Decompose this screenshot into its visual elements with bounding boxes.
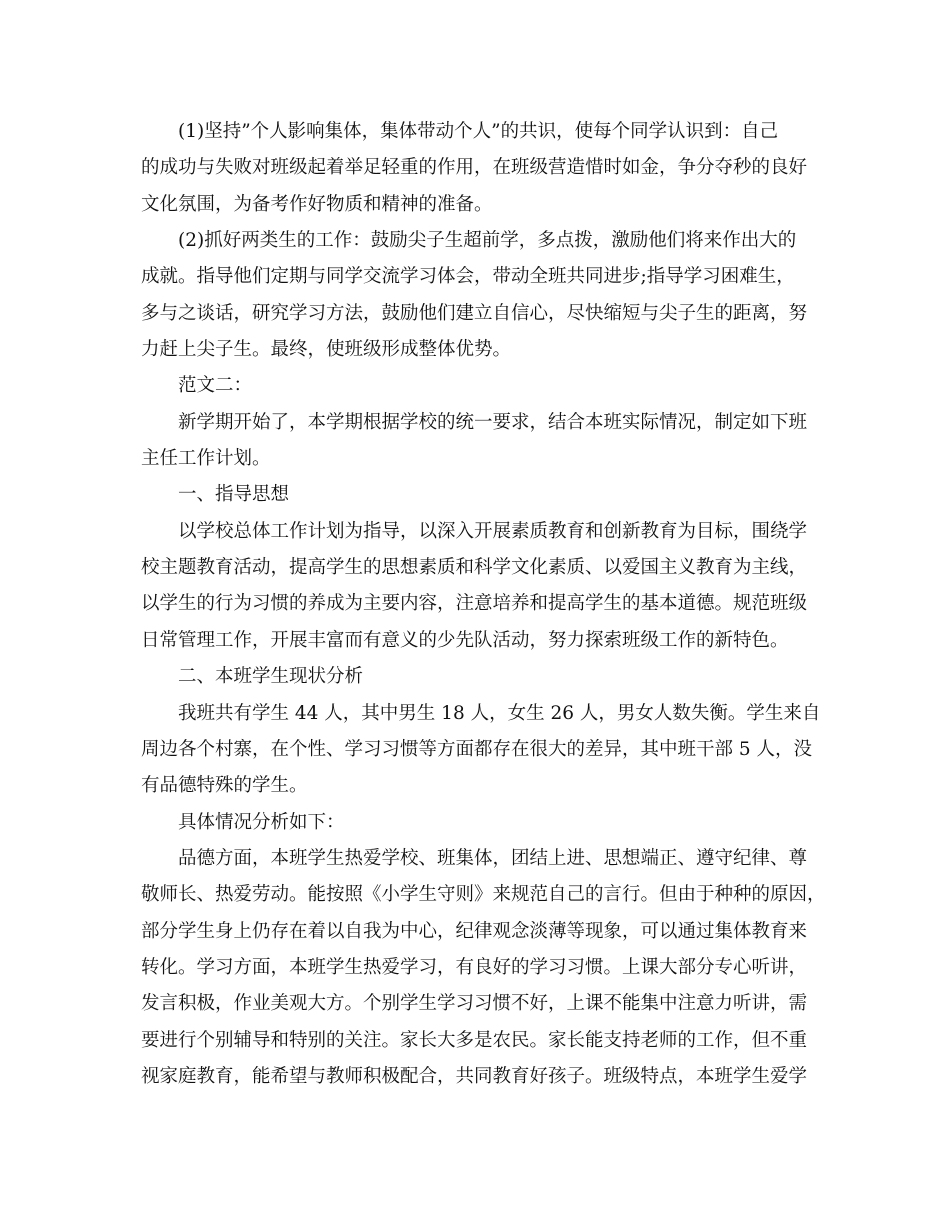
text-line: 主任工作计划。 [141, 448, 271, 470]
text-line: 二、本班学生现状分析 [178, 666, 364, 688]
text-line: 多与之谈话，研究学习方法，鼓励他们建立自信心，尽快缩短与尖子生的距离，努 [141, 302, 808, 324]
text-line: 校主题教育活动，提高学生的思想素质和科学文化素质、以爱国主义教育为主线， [141, 557, 808, 579]
text-line: 具体情况分析如下： [178, 811, 345, 833]
text-line: 的成功与失败对班级起着举足轻重的作用，在班级营造惜时如金，争分夺秒的良好 [141, 157, 808, 179]
text-line: 文化氛围，为备考作好物质和精神的准备。 [141, 193, 493, 215]
text-line: 敬师长、热爱劳动。能按照《小学生守则》来规范自己的言行。但由于种种的原因， [141, 884, 826, 906]
text-line: 力赶上尖子生。最终，使班级形成整体优势。 [141, 339, 512, 361]
text-line: 周边各个村寨，在个性、学习习惯等方面都存在很大的差异，其中班干部 5 人，没 [141, 738, 813, 760]
text-line: (2)抓好两类生的工作：鼓励尖子生超前学，多点拨，激励他们将来作出大的 [178, 230, 797, 252]
text-line: (1)坚持”个人影响集体，集体带动个人”的共识，使每个同学认识到：自己 [178, 121, 779, 142]
text-line: 一、指导思想 [178, 484, 290, 506]
text-line: 日常管理工作，开展丰富而有意义的少先队活动，努力探索班级工作的新特色。 [141, 629, 789, 651]
document-body [141, 114, 826, 1095]
text-line: 成就。指导他们定期与同学交流学习体会，带动全班共同进步;指导学习困难生， [141, 266, 795, 288]
text-line: 要进行个别辅导和特别的关注。家长大多是农民。家长能支持老师的工作，但不重 [141, 1029, 808, 1051]
text-line: 范文二： [178, 375, 253, 397]
text-line: 新学期开始了，本学期根据学校的统一要求，结合本班实际情况，制定如下班 [178, 411, 808, 433]
text-line: 有品德特殊的学生。 [141, 775, 308, 797]
text-line: 发言积极，作业美观大方。个别学生学习习惯不好，上课不能集中注意力听讲，需 [141, 993, 808, 1015]
text-line: 以学生的行为习惯的养成为主要内容，注意培养和提高学生的基本道德。规范班级 [141, 593, 808, 615]
text-line: 转化。学习方面，本班学生热爱学习，有良好的学习习惯。上课大部分专心听讲， [141, 956, 808, 978]
text-line: 以学校总体工作计划为指导，以深入开展素质教育和创新教育为目标，围绕学 [178, 520, 808, 542]
text-line: 部分学生身上仍存在着以自我为中心，纪律观念淡薄等现象，可以通过集体教育来 [141, 920, 808, 942]
text-line: 我班共有学生 44 人，其中男生 18 人，女生 26 人，男女人数失衡。学生来自 [178, 702, 821, 724]
text-line: 品德方面，本班学生热爱学校、班集体，团结上进、思想端正、遵守纪律、尊 [178, 847, 808, 869]
text-line: 视家庭教育，能希望与教师积极配合，共同教育好孩子。班级特点，本班学生爱学 [141, 1065, 808, 1087]
